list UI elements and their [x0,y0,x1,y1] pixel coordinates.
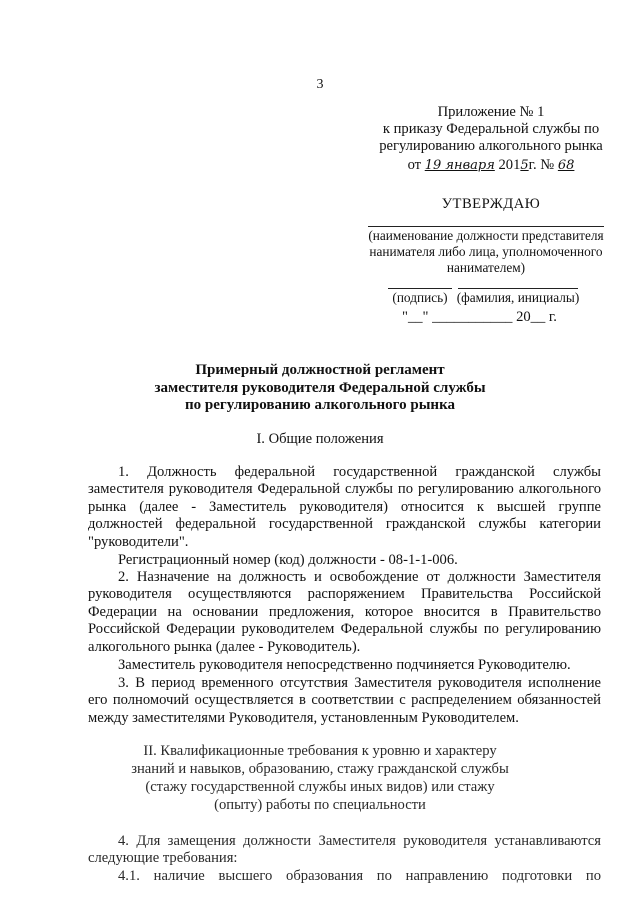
appendix-line-2: к приказу Федеральной службы по [382,121,600,137]
document-title-line-3: по регулированию алкогольного рынка [185,397,455,413]
year-suffix: г. № [528,157,555,173]
page-number: 3 [316,77,324,92]
signature-line [388,288,452,289]
approval-date-line: "__" ___________ 20__ г. [402,309,557,325]
paragraph-registration-number: Регистрационный номер (код) должности - 08-1-1-006. [118,552,458,568]
appendix-line-1: Приложение № 1 [437,104,545,120]
paragraph-3: 3. В период временного отсутствия Заместителя руководителя исполнение его полномочий осуществляется в соответствии с распределением обязанностей между заместителями Руководителя, установленным Руководителем. [88,675,601,726]
paragraph-subordination: Заместитель руководителя непосредственно подчиняется Руководителю. [118,657,571,673]
section-2-heading-line-2: знаний и навыков, образованию, стажу гражданской службы [131,761,509,777]
approval-heading: УТВЕРЖДАЮ [441,196,541,212]
year-prefix: 201 [498,157,521,173]
signature-caption: (подпись) [392,290,448,305]
name-caption: (фамилия, инициалы) [456,290,580,305]
handwritten-date: 19 января [424,158,495,173]
name-line [458,288,578,289]
handwritten-year: 5 [520,158,529,173]
appendix-date-line [368,157,614,174]
document-title-line-2: заместителя руководителя Федеральной службы [154,380,486,396]
paragraph-1: 1. Должность федеральной государственной гражданской службы заместителя руководителя Федеральной службы по регулированию алкогольного рынка (далее - Заместитель руководителя) относится к высшей группе должностей федеральной государственной гражданской службы категории "руководители". [88,464,601,550]
appendix-line-3: регулированию алкогольного рынка [379,138,603,154]
paragraph-4: 4. Для замещения должности Заместителя руководителя устанавливаются следующие требования: [88,833,601,867]
section-2-heading-line-3: (стажу государственной службы иных видов) или стажу [145,779,495,795]
handwritten-number: 68 [557,158,575,173]
paragraph-4-1: 4.1. наличие высшего образования по направлению подготовки по [118,868,601,884]
position-line [368,226,604,227]
section-2-heading-line-1: II. Квалификационные требования к уровню и характеру [143,743,497,759]
section-1-heading: I. Общие положения [256,431,384,447]
document-title-line-1: Примерный должностной регламент [195,362,445,378]
date-prefix: от [407,157,422,173]
section-2-heading-line-4: (опыту) работы по специальности [214,797,426,813]
paragraph-2: 2. Назначение на должность и освобождение от должности Заместителя руководителя осуществляются распоряжением Правительства Российской Федерации на основании предложения, которое вносится в Правительство Российской Федерации руководителем Федеральной службы по регулированию алкогольного рынка (далее - Руководитель). [88,569,601,655]
position-caption: (наименование должности представителя нанимателя либо лица, уполномоченного нанимателем) [368,228,604,275]
